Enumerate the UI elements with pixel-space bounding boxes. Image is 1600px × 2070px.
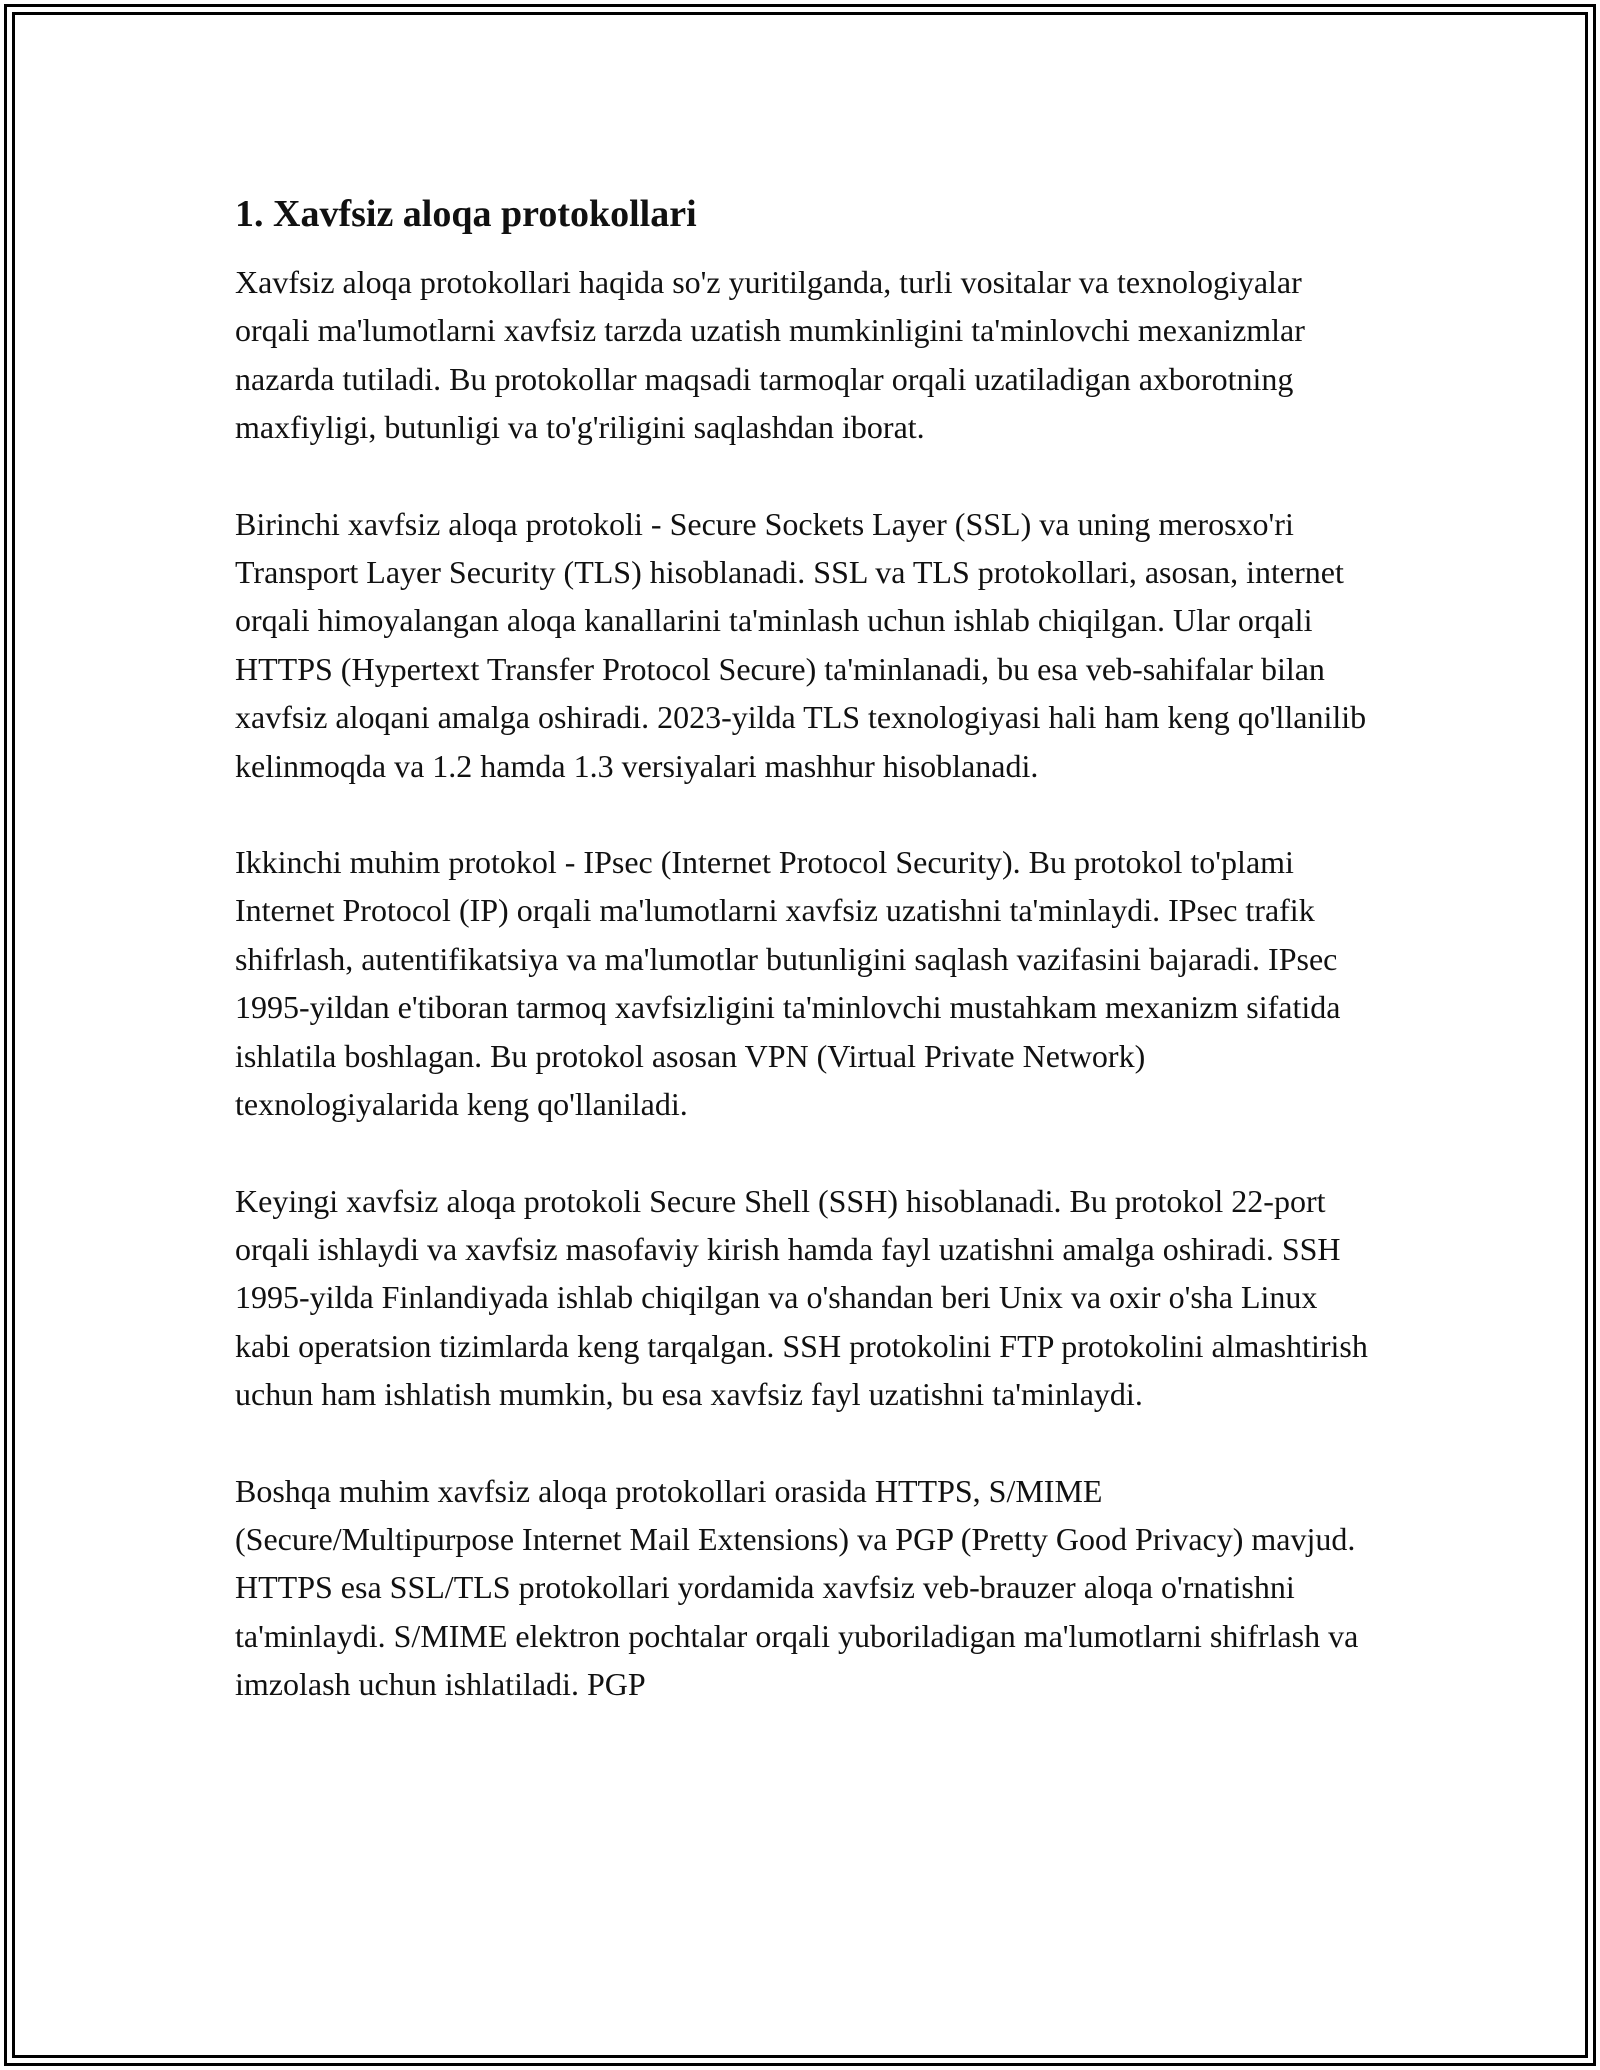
section-heading: 1. Xavfsiz aloqa protokollari xyxy=(235,193,697,235)
paragraph-ipsec: Ikkinchi muhim protokol - IPsec (Internet Protocol Security). Bu protokol to'plami Internet Protocol (IP) orqali ma'lumotlarni xavfsiz uzatishni ta'minlaydi. IPsec trafik shifrlash, autentifikatsiya va ma'lumotlar butunligini saqlash vazifasini bajaradi. IPsec 1995-yildan e'tiboran tarmoq xavfsizligini ta'minlovchi mustahkam mexanizm sifatida ishlatila boshlagan. Bu protokol asosan VPN (Virtual Private Network) texnologiyalarida keng qo'llaniladi. xyxy=(235,844,1341,1123)
paragraph-intro: Xavfsiz aloqa protokollari haqida so'z yuritilganda, turli vositalar va texnologiyalar orqali ma'lumotlarni xavfsiz tarzda uzatish mumkinligini ta'minlovchi mexanizmlar nazarda tutiladi. Bu protokollar maqsadi tarmoqlar orqali uzatiladigan axborotning maxfiyligi, butunligi va to'g'riligini saqlashdan iborat. xyxy=(235,264,1305,446)
paragraph-ssl-tls: Birinchi xavfsiz aloqa protokoli - Secure Sockets Layer (SSL) va uning merosxo'ri Transport Layer Security (TLS) hisoblanadi. SSL va TLS protokollari, asosan, internet orqali himoyalangan aloqa kanallarini ta'minlash uchun ishlab chiqilgan. Ular orqali HTTPS (Hypertext Transfer Protocol Secure) ta'minlanadi, bu esa veb-sahifalar bilan xavfsiz aloqani amalga oshiradi. 2023-yilda TLS texnologiyasi hali ham keng qo'llanilib kelinmoqda va 1.2 hamda 1.3 versiyalari mashhur hisoblanadi. xyxy=(235,505,1367,784)
document-body xyxy=(235,188,1375,1757)
paragraph-other-protocols: Boshqa muhim xavfsiz aloqa protokollari orasida HTTPS, S/MIME (Secure/Multipurpose Internet Mail Extensions) va PGP (Pretty Good Privacy) mavjud. HTTPS esa SSL/TLS protokollari yordamida xavfsiz veb-brauzer aloqa o'rnatishni ta'minlaydi. S/MIME elektron pochtalar orqali yuboriladigan ma'lumotlarni shifrlash va imzolash uchun ishlatiladi. PGP xyxy=(235,1472,1359,1703)
paragraph-ssh: Keyingi xavfsiz aloqa protokoli Secure Shell (SSH) hisoblanadi. Bu protokol 22-port orqali ishlaydi va xavfsiz masofaviy kirish hamda fayl uzatishni amalga oshiradi. SSH 1995-yilda Finlandiyada ishlab chiqilgan va o'shandan beri Unix va oxir o'sha Linux kabi operatsion tizimlarda keng tarqalgan. SSH protokolini FTP protokolini almashtirish uchun ham ishlatish mumkin, bu esa xavfsiz fayl uzatishni ta'minlaydi. xyxy=(235,1182,1368,1413)
